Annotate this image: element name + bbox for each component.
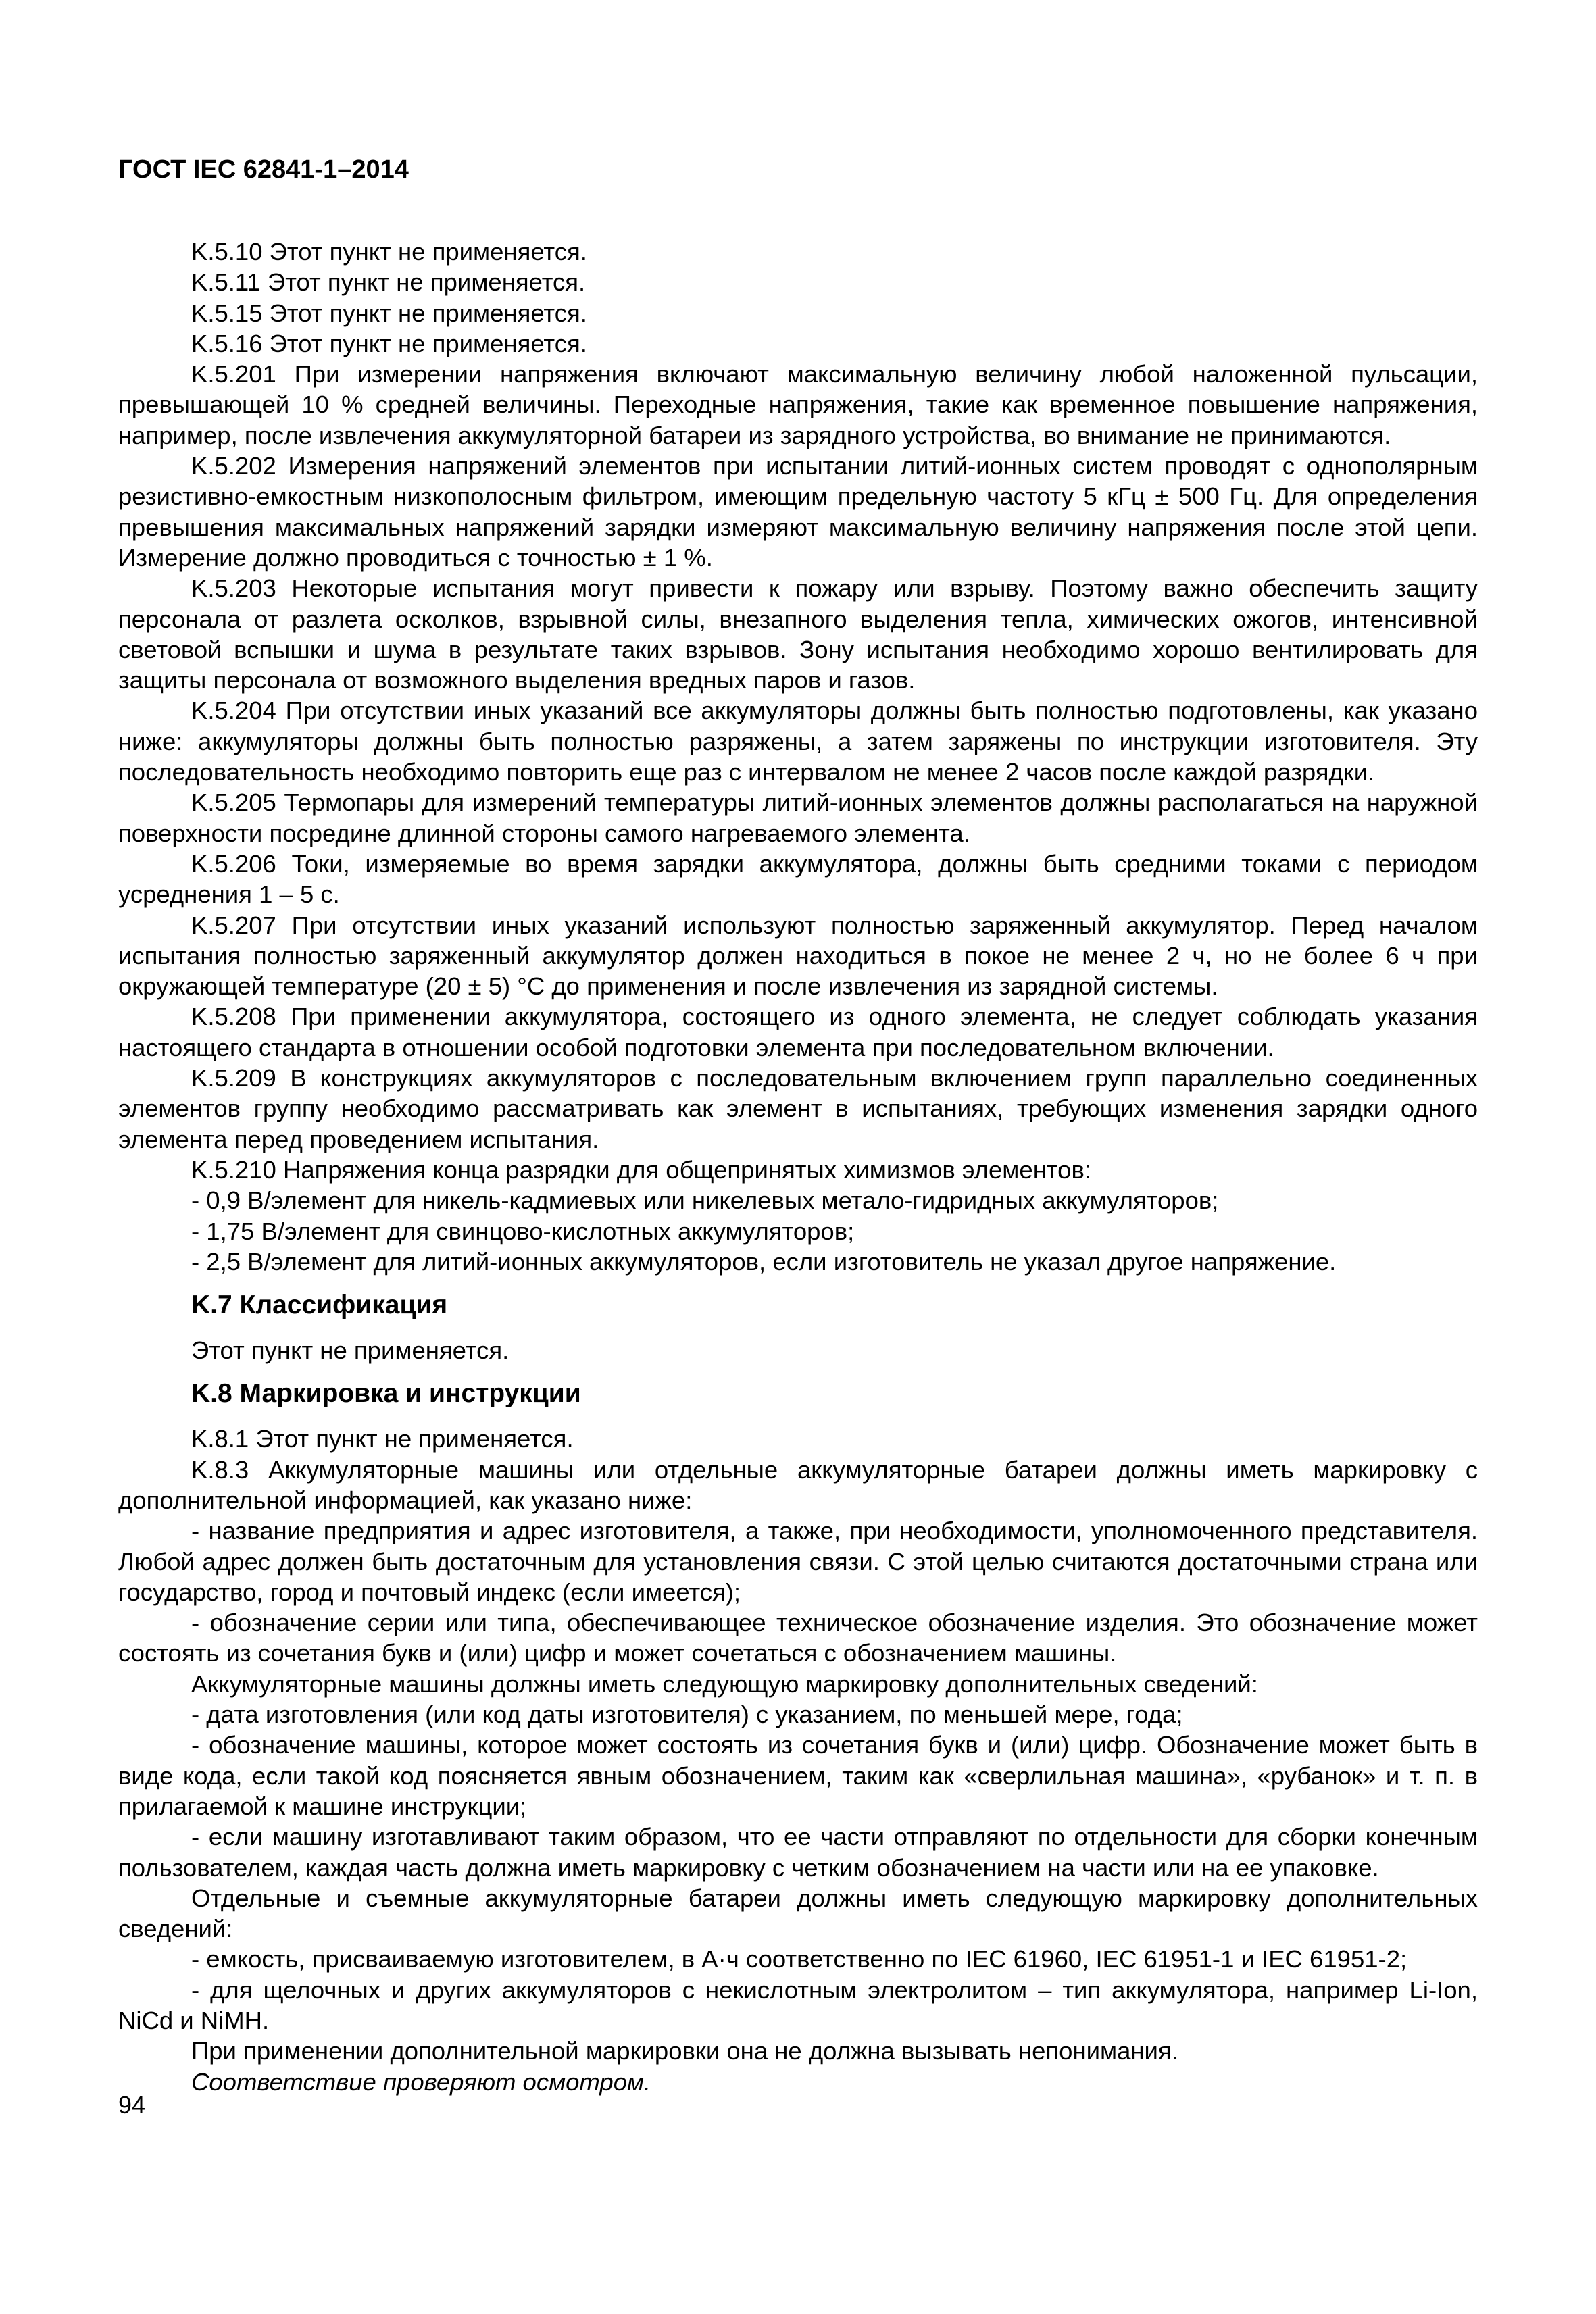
paragraph: Аккумуляторные машины должны иметь следующую маркировку дополнительных сведений: [191,1669,1258,1698]
paragraph: - 0,9 В/элемент для никель-кадмиевых или никелевых метало-гидридных аккумуляторов; [191,1186,1219,1215]
paragraph: K.8.1 Этот пункт не применяется. [191,1425,574,1453]
document-header-title: ГОСТ IEC 62841-1–2014 [118,155,409,184]
paragraph: Отдельные и съемные аккумуляторные батареи должны иметь следующую маркировку дополнительных сведений: [118,1884,1478,1943]
paragraph: - 1,75 В/элемент для свинцово-кислотных аккумуляторов; [191,1217,855,1245]
paragraph: - емкость, присваиваемую изготовителем, в А·ч соответственно по IEC 61960, IEC 61951-1 и IEC 61951-2; [191,1945,1407,1973]
paragraph: K.5.16 Этот пункт не применяется. [191,329,587,357]
page-number: 94 [118,2091,146,2119]
document-body [118,236,1478,2097]
paragraph: K.5.209 В конструкциях аккумуляторов с последовательным включением групп параллельно соединенных элементов группу необходимо рассматривать как элемент в испытаниях, требующих изменения зарядки одного элемента перед проведением испытания. [118,1064,1478,1153]
paragraph: K.5.204 При отсутствии иных указаний все аккумуляторы должны быть полностью подготовлены, как указано ниже: аккумуляторы должны быть полностью разряжены, а затем заряжены по инструкции изготовителя. Эту последовательность необходимо повторить еще раз с интервалом не менее 2 часов после каждой разрядки. [118,697,1478,786]
paragraph: - дата изготовления (или код даты изготовителя) с указанием, по меньшей мере, года; [191,1701,1183,1729]
paragraph: - обозначение машины, которое может состоять из сочетания букв и (или) цифр. Обозначение может быть в виде кода, если такой код поясняется явным обозначением, таким как «сверлильная машина», «рубанок» и т. п. в прилагаемой к машине инструкции; [118,1731,1478,1820]
paragraph: K.5.202 Измерения напряжений элементов при испытании литий-ионных систем проводят с однополярным резистивно-емкостным низкополосным фильтром, имеющим предельную частоту 5 кГц ± 500 Гц. Для определения превышения максимальных напряжений зарядки измеряют максимальную величину напряжения после этой цепи. Измерение должно проводиться с точностью ± 1 %. [118,452,1478,572]
k7-text: Этот пункт не применяется. [191,1336,509,1365]
paragraph: - 2,5 В/элемент для литий-ионных аккумуляторов, если изготовитель не указал другое напряжение. [191,1247,1337,1276]
paragraph: K.5.15 Этот пункт не применяется. [191,299,587,327]
paragraph: - если машину изготавливают таким образом, что ее части отправляют по отдельности для сборки конечным пользователем, каждая часть должна иметь маркировку с четким обозначением на части или на ее упаковке. [118,1823,1478,1882]
paragraph: K.5.201 При измерении напряжения включают максимальную величину любой наложенной пульсации, превышающей 10 % средней величины. Переходные напряжения, такие как временное повышение напряжения, например, после извлечения аккумуляторной батареи из зарядного устройства, во внимание не принимаются. [118,360,1478,449]
paragraph: K.5.205 Термопары для измерений температуры литий-ионных элементов должны располагаться на наружной поверхности посредине длинной стороны самого нагреваемого элемента. [118,788,1478,847]
paragraph: K.5.206 Токи, измеряемые во время зарядки аккумулятора, должны быть средними токами с периодом усреднения 1 – 5 с. [118,849,1478,909]
compliance-note: Соответствие проверяют осмотром. [191,2067,651,2096]
paragraph: K.5.10 Этот пункт не применяется. [191,238,587,266]
paragraph: K.5.210 Напряжения конца разрядки для общепринятых химизмов элементов: [191,1155,1092,1184]
paragraph: K.5.203 Некоторые испытания могут привести к пожару или взрыву. Поэтому важно обеспечить защиту персонала от разлета осколков, взрывной силы, внезапного выделения тепла, химических ожогов, интенсивной световой вспышки и шума в результате таких взрывов. Зону испытания необходимо хорошо вентилировать для защиты персонала от возможного выделения вредных паров и газов. [118,574,1478,695]
paragraph: K.5.208 При применении аккумулятора, состоящего из одного элемента, не следует соблюдать указания настоящего стандарта в отношении особой подготовки элемента при последовательном включении. [118,1003,1478,1061]
k5-paragraphs [118,236,1478,1277]
section-heading-k8: K.8 Маркировка и инструкции [191,1379,581,1409]
paragraph: K.8.3 Аккумуляторные машины или отдельные аккумуляторные батареи должны иметь маркировку с дополнительной информацией, как указано ниже: [118,1455,1478,1514]
paragraph: K.5.11 Этот пункт не применяется. [191,268,586,297]
paragraph: - обозначение серии или типа, обеспечивающее техническое обозначение изделия. Это обозначение может состоять из сочетания букв и (или) цифр и может сочетаться с обозначением машины. [118,1609,1478,1667]
paragraph: - название предприятия и адрес изготовителя, а также, при необходимости, уполномоченного представителя. Любой адрес должен быть достаточным для установления связи. С этой целью считаются достаточными страна или государство, город и почтовый индекс (если имеется); [118,1517,1478,1606]
paragraph: K.5.207 При отсутствии иных указаний используют полностью заряженный аккумулятор. Перед началом испытания полностью заряженный аккумулятор должен находиться в покое не менее 2 ч, но не более 6 ч при окружающей температуре (20 ± 5) °С до применения и после извлечения из зарядной системы. [118,911,1478,1001]
paragraph: При применении дополнительной маркировки она не должна вызывать непонимания. [191,2037,1178,2065]
k8-paragraphs [118,1424,1478,2066]
section-heading-k7: K.7 Классификация [191,1290,448,1320]
paragraph: - для щелочных и других аккумуляторов с некислотным электролитом – тип аккумулятора, например Li-Ion, NiCd и NiMH. [118,1976,1478,2035]
